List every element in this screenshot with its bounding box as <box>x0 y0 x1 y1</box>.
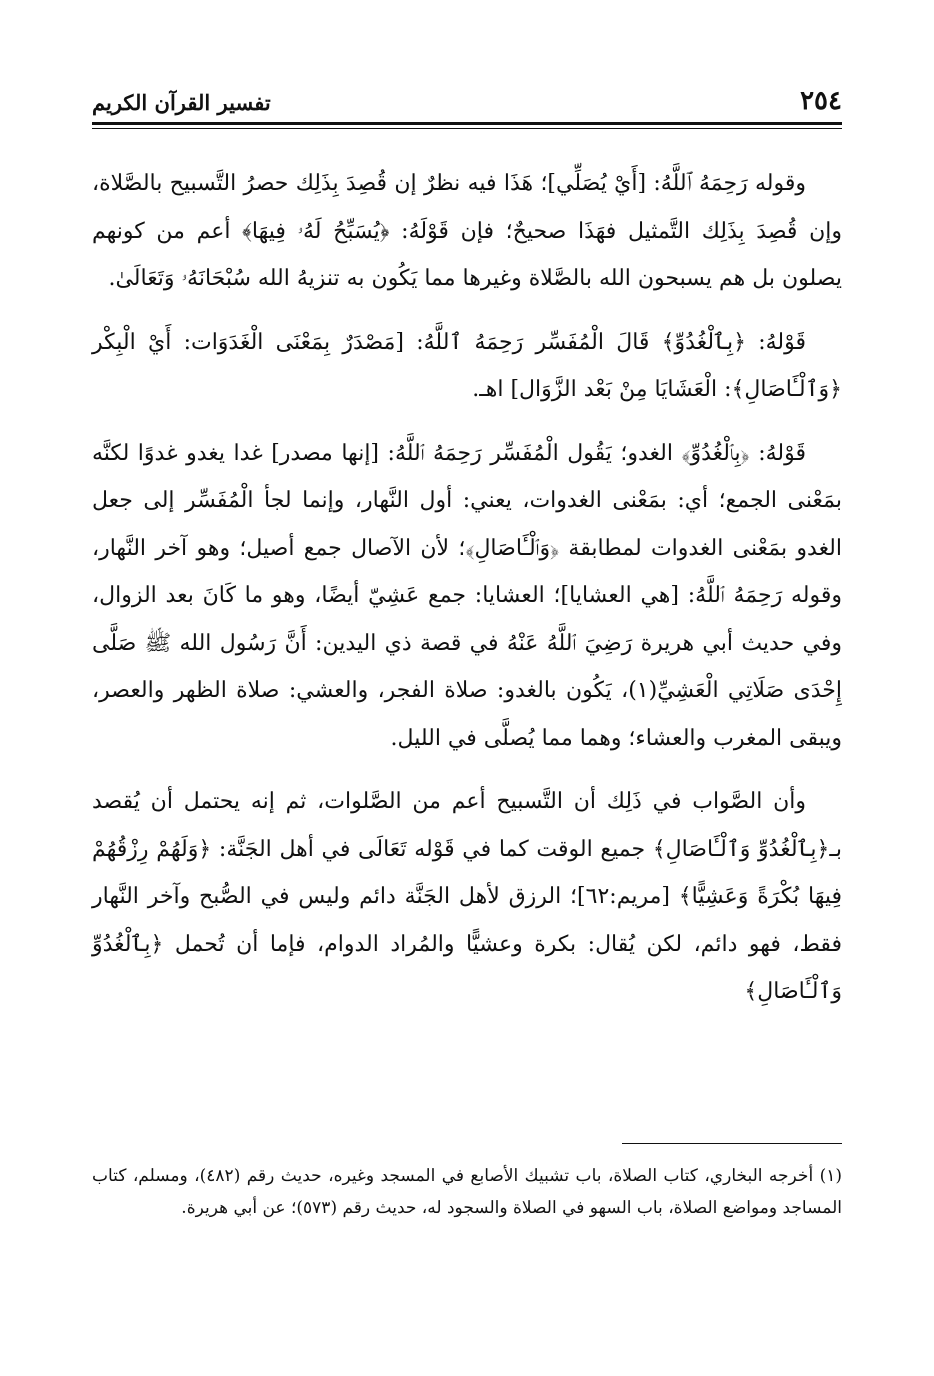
paragraph: وأن الصَّواب في ذَلِك أن التَّسبيح أعم من الصَّلوات، ثم إنه يحتمل أن يُقصد بـ﴿بِٱلْغُدُوِّ وَٱلْـَٔاصَالِ﴾ جميع الوقت كما في قَوْله تَعَالَى في أهل الجَنَّة: ﴿وَلَهُمْ رِزْقُهُمْ فِيهَا بُكْرَةً وَعَشِيًّا﴾ [مريم:٦٢]؛ الرزق لأهل الجَنَّة دائم وليس في الصُّبح وآخر النَّهار فقط، فهو دائم، لكن يُقال: بكرة وعشيًّا والمُراد الدوام، فإما أن تُحمل ﴿بِٱلْغُدُوِّ وَٱلْـَٔاصَالِ﴾ <box>92 789 843 1004</box>
paragraph: وقوله رَحِمَهُ ٱللَّهُ: [أَيْ يُصَلِّي]؛ هَذَا فيه نظرٌ إن قُصِدَ بِذَلِك حصرُ التَّسبيح بالصَّلاة، وإن قُصِدَ بِذَلِك التَّمثيل فهَذَا صحيحٌ؛ فإن قَوْلَهُ: ﴿يُسَبِّحُ لَهُۥ فِيهَا﴾ أعم من كونهم يصلون بل هم يسبحون الله بالصَّلاة وغيرها مما يَكُون به تنزيهُ الله سُبْحَانَهُۥ وَتَعَالَىٰ. <box>92 171 842 291</box>
paragraph: قَوْلهُ: ﴿بِٱلْغُدُوِّ﴾ قَالَ الْمُفَسِّر رَحِمَهُ ٱللَّهُ: [مَصْدَرٌ بِمَعْنَى الْغَدَوَات: أَيْ الْبِكْر ﴿وَٱلْـَٔاصَالِ﴾: الْعَشَايَا مِنْ بَعْد الزَّوَال] اهـ. <box>92 329 842 402</box>
header-rule <box>92 122 842 125</box>
main-text <box>92 160 842 1032</box>
footnote-separator <box>622 1143 842 1144</box>
running-title: تفسير القرآن الكريم <box>92 90 271 115</box>
footnotes <box>92 1160 842 1224</box>
page-header <box>92 82 842 120</box>
header-rule-thin <box>92 128 842 129</box>
footnote: (١) أخرجه البخاري، كتاب الصلاة، باب تشبيك الأصابع في المسجد وغيره، حديث رقم (٤٨٢)، ومسلم، كتاب المساجد ومواضع الصلاة، باب السهو في الصلاة والسجود له، حديث رقم (٥٧٣)؛ عن أبي هريرة. <box>92 1166 842 1218</box>
paragraph: قَوْلهُ: ﴿بِٱلْغُدُوِّ﴾ الغدو؛ يَقُول الْمُفَسِّر رَحِمَهُ ٱللَّهُ: [إنها مصدر] غدا يغدو غدوًا لكنَّه بمَعْنى الجمع؛ أي: بمَعْنى الغدوات، يعني: أول النَّهار، وإنما لجأ الْمُفَسِّر إلى جعل الغدو بمَعْنى الغدوات لمطابقة ﴿وَٱلْـَٔاصَالِ﴾؛ لأن الآصال جمع أصيل؛ وهو آخر النَّهار، وقوله رَحِمَهُ ٱللَّهُ: [هي العشايا]؛ العشايا: جمع عَشِيّ أيضًا، وهو ما كَانَ بعد الزوال، وفي حديث أبي هريرة رَضِيَ ٱللَّهُ عَنْهُ في قصة ذي اليدين: أَنَّ رَسُول الله ﷺ صَلَّى إِحْدَى صَلَاتِي الْعَشِيِّ(١)، يَكُون بالغدو: صلاة الفجر، والعشي: صلاة الظهر والعصر، ويبقى المغرب والعشاء؛ وهما مما يُصلَّى في الليل. <box>92 440 843 751</box>
page-number: ٢٥٤ <box>800 86 842 116</box>
